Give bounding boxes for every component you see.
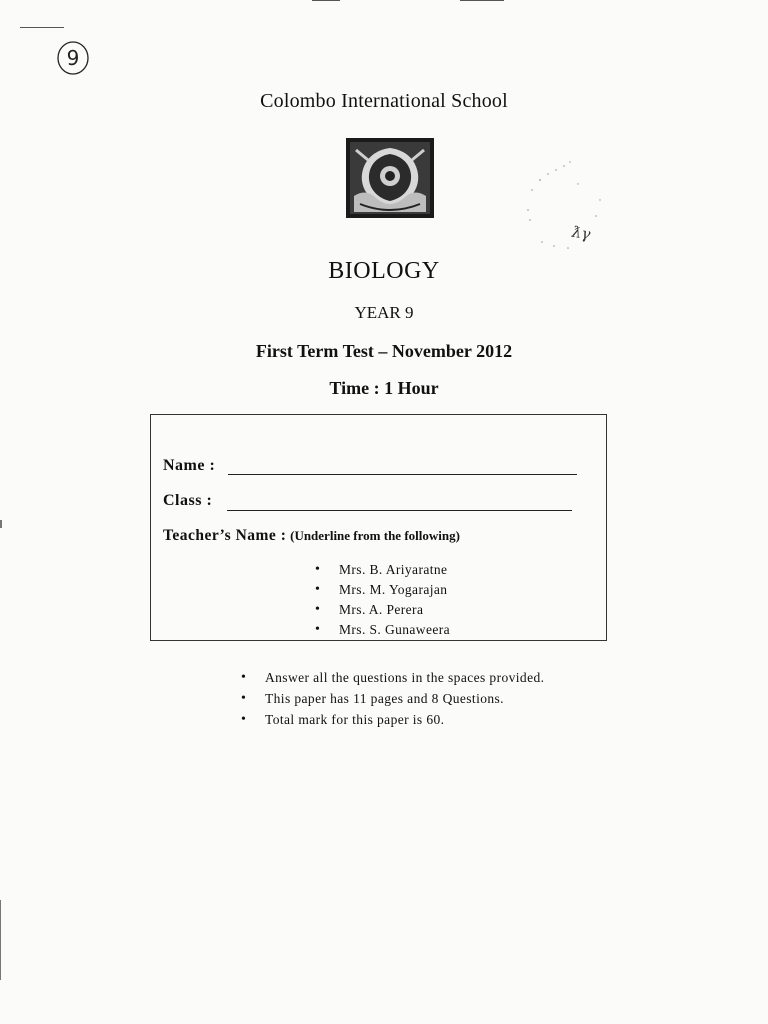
scan-edge: [0, 900, 1, 980]
instruction-item: • This paper has 11 pages and 8 Questions.: [240, 688, 544, 709]
subject-title: BIOLOGY: [328, 258, 440, 284]
school-name: Colombo International School: [260, 90, 508, 112]
student-info-box: [150, 414, 607, 641]
handwritten-initials: ƛγ: [570, 222, 592, 244]
scan-edge: [0, 520, 2, 528]
teacher-option[interactable]: • Mrs. A. Perera: [313, 600, 450, 620]
name-label: Name :: [163, 457, 216, 474]
instruction-item: • Answer all the questions in the spaces provided.: [240, 667, 544, 688]
scan-mark: [460, 0, 504, 1]
teacher-option[interactable]: • Mrs. M. Yogarajan: [313, 580, 450, 600]
instructions-list: [240, 667, 544, 730]
test-duration: Time : 1 Hour: [329, 378, 439, 398]
school-crest-icon: [346, 138, 434, 218]
test-title: First Term Test – November 2012: [255, 341, 513, 361]
class-field[interactable]: [227, 510, 572, 511]
name-field[interactable]: [228, 474, 577, 475]
circled-page-number: [56, 40, 90, 76]
page-number: 9: [66, 46, 80, 70]
year-level: YEAR 9: [354, 303, 414, 322]
scan-mark: [312, 0, 340, 1]
teacher-list: [313, 560, 450, 640]
teacher-name-note: (Underline from the following): [290, 528, 460, 543]
scan-mark: [20, 27, 64, 28]
teacher-name-label-row: [163, 527, 460, 545]
teacher-option[interactable]: • Mrs. B. Ariyaratne: [313, 560, 450, 580]
teacher-option[interactable]: • Mrs. S. Gunaweera: [313, 620, 450, 640]
teacher-name-label: Teacher’s Name :: [163, 527, 287, 544]
instruction-item: • Total mark for this paper is 60.: [240, 709, 544, 730]
class-label: Class :: [163, 492, 213, 509]
faint-stamp: [520, 150, 620, 260]
